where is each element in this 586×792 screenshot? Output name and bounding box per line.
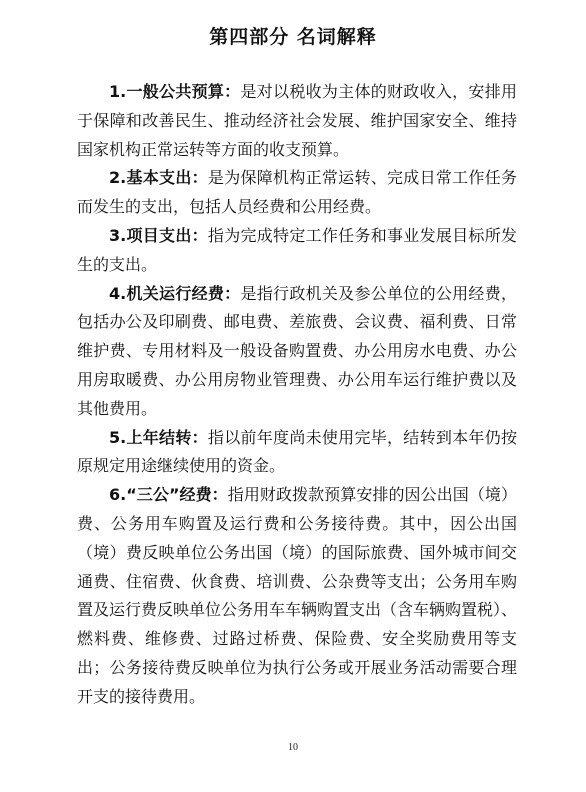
term-definition: 是为保障机构正常运转、完成日常工作任务而发生的支出，包括人员经费和公用经费。	[77, 168, 517, 217]
page-number: 10	[288, 742, 298, 753]
term-label: 2.基本支出：	[109, 168, 208, 188]
term-definition: 指以前年度尚未使用完毕，结转到本年仍按原规定用途继续使用的资金。	[77, 427, 517, 476]
term-definition: 是指行政机关及参公单位的公用经费，包括办公及印刷费、邮电费、差旅费、会议费、福利费、日常维护费、专用材料及一般设备购置费、办公用房水电费、办公用房取暖费、办公用房物业管理费、办公用车运行维护费以及其他费用。	[77, 283, 517, 418]
term-label: 1.一般公共预算：	[109, 82, 241, 101]
term-agency-operating-funds	[77, 280, 517, 424]
term-general-public-budget	[77, 78, 517, 164]
term-three-public-funds	[77, 481, 517, 711]
definitions-list	[77, 78, 517, 712]
term-label: 4.机关运行经费：	[109, 283, 241, 303]
term-label: 3.项目支出：	[109, 225, 208, 245]
page-title: 第四部分 名词解释	[209, 26, 377, 48]
term-basic-expenditure	[77, 164, 517, 222]
term-label: 6.“三公”经费：	[109, 485, 228, 505]
term-definition: 是对以税收为主体的财政收入，安排用于保障和改善民生、推动经济社会发展、维护国家安全、维持国家机构正常运转等方面的收支预算。	[77, 82, 517, 159]
term-prior-year-carryover	[77, 424, 517, 482]
term-definition: 指用财政拨款预算安排的因公出国（境）费、公务用车购置及运行费和公务接待费。其中，因公出国（境）费反映单位公务出国（境）的国际旅费、国外城市间交通费、住宿费、伙食费、培训费、公杂费等支出；公务用车购置及运行费反映单位公务用车车辆购置支出（含车辆购置税）、燃料费、维修费、过路过桥费、保险费、安全奖励费用等支出；公务接待费反映单位为执行公务或开展业务活动需要合理开支的接待费用。	[77, 485, 518, 706]
term-definition: 指为完成特定工作任务和事业发展目标所发生的支出。	[77, 225, 517, 274]
term-label: 5.上年结转：	[109, 427, 208, 447]
term-project-expenditure	[77, 222, 517, 280]
